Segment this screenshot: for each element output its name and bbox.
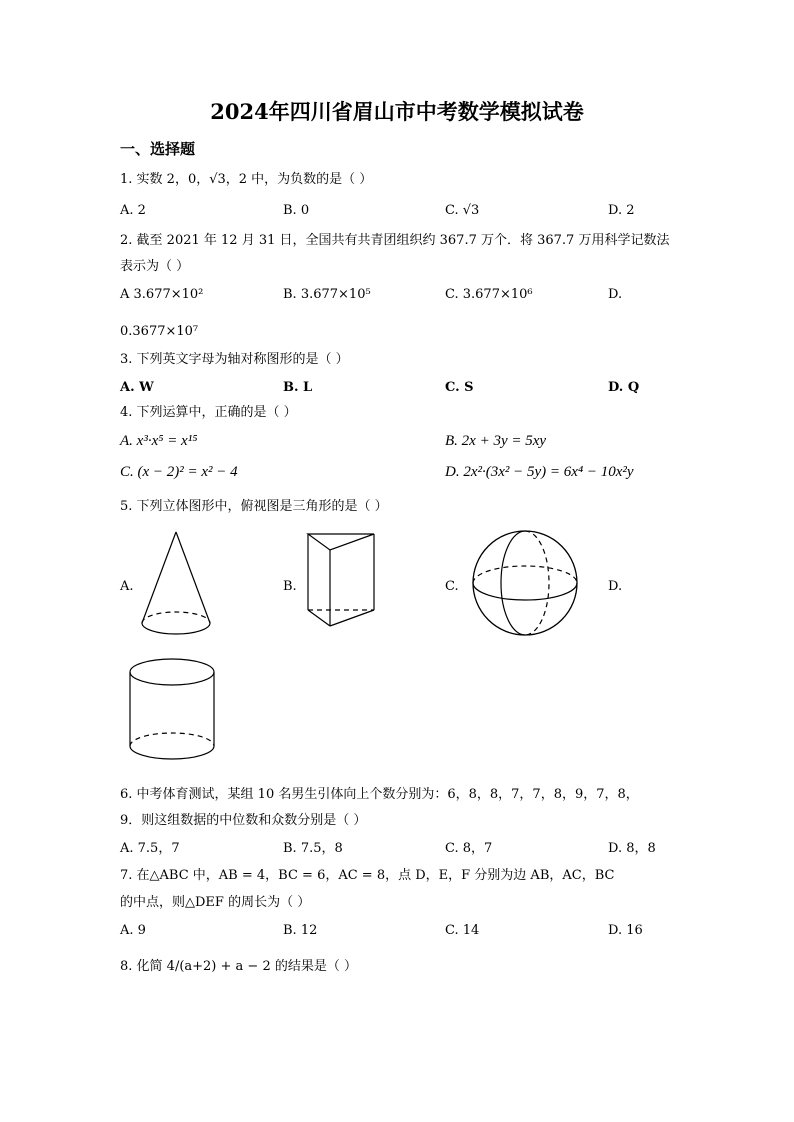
q4-option-c: C. (x − 2)² = x² − 4 [120,464,238,480]
question-1-stem: 1. 实数 2，0，√3，2 中，为负数的是（ ） [120,172,373,187]
question-8-stem: 8. 化简 4/(a+2) + a − 2 的结果是（ ） [120,959,357,974]
q2-option-c: C. 3.677×10⁶ [445,287,533,302]
cone-figure [138,528,214,640]
q7-option-b: B. 12 [283,923,318,938]
q5-option-c: C. [445,579,459,594]
question-6-stem-line1: 6. 中考体育测试，某组 10 名男生引体向上个数分别为：6，8，8，7，7，8，9，7，8， [120,787,639,802]
sphere-figure [470,528,580,638]
question-6-stem-line2: 9．则这组数据的中位数和众数分别是（ ） [120,813,367,828]
page-title: 2024年四川省眉山市中考数学模拟试卷 [210,99,584,124]
q3-option-b: B. L [283,380,313,395]
q2-option-d-value: 0.3677×10⁷ [120,324,199,339]
q7-option-d: D. 16 [608,923,643,938]
q3-option-d: D. Q [608,380,640,395]
q1-option-d: D. 2 [608,203,635,218]
q4-option-a: A. x³·x⁵ = x¹⁵ [120,433,198,449]
q2-option-b: B. 3.677×10⁵ [283,287,371,302]
q3-option-c: C. S [445,380,474,395]
q3-option-a: A. W [120,380,154,395]
q6-option-d: D. 8，8 [608,841,656,856]
triangular-prism-figure [304,530,380,630]
question-7-stem-line1: 7. 在△ABC 中，AB = 4，BC = 6，AC = 8，点 D，E，F 分别为边 AB，AC，BC [120,868,615,883]
question-3-stem: 3. 下列英文字母为轴对称图形的是（ ） [120,352,349,367]
question-2-stem-line2: 表示为（ ） [120,259,190,274]
question-4-stem: 4. 下列运算中，正确的是（ ） [120,405,297,420]
q1-option-b: B. 0 [283,203,310,218]
q6-option-b: B. 7.5，8 [283,841,343,856]
q6-option-a: A. 7.5，7 [120,841,180,856]
section-heading: 一、选择题 [120,140,196,158]
q4-option-d: D. 2x²·(3x² − 5y) = 6x⁴ − 10x²y [445,464,634,480]
question-2-stem-line1: 2. 截至 2021 年 12 月 31 日，全国共有共青团组织约 367.7 万个．将 367.7 万用科学记数法 [120,233,670,248]
q2-option-d: D. [608,287,623,302]
q2-option-a: A 3.677×10² [120,287,204,302]
q6-option-c: C. 8，7 [445,841,493,856]
q7-option-a: A. 9 [120,923,146,938]
q1-option-a: A. 2 [120,203,146,218]
question-5-stem: 5. 下列立体图形中，俯视图是三角形的是（ ） [120,499,388,514]
q4-option-b: B. 2x + 3y = 5xy [445,433,547,449]
q7-option-c: C. 14 [445,923,480,938]
q5-option-d: D. [608,579,623,594]
question-7-stem-line2: 的中点，则△DEF 的周长为（ ） [120,895,311,910]
q1-option-c: C. √3 [445,203,480,218]
cylinder-figure [126,656,218,768]
q5-option-a: A. [120,579,134,594]
q5-option-b: B. [283,579,297,594]
